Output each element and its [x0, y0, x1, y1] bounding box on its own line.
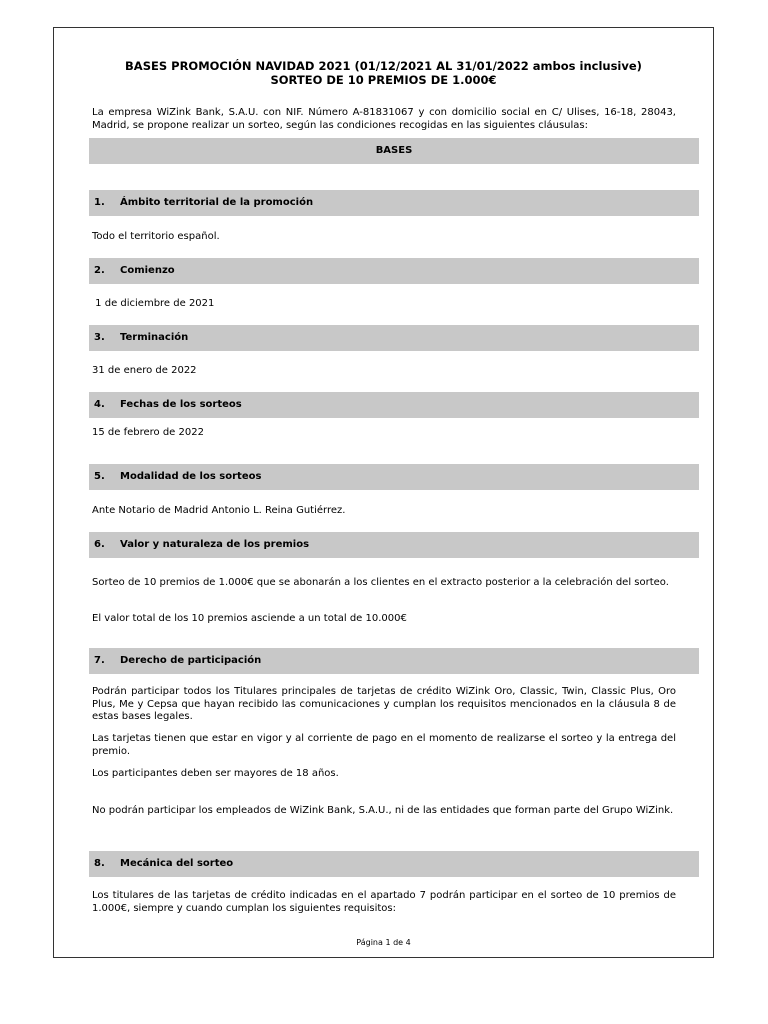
- section-paragraph: Los titulares de las tarjetas de crédito indicadas en el apartado 7 podrán participar en el sorteo de 10 premios de 1.000€, siempre y cuando cumplan los siguientes requisitos:: [92, 890, 676, 914]
- section-header: [89, 464, 699, 490]
- section-number: 1.: [94, 197, 105, 208]
- section-paragraph: 31 de enero de 2022: [92, 365, 197, 376]
- section-title: Derecho de participación: [120, 655, 262, 666]
- page-number: Página 1 de 4: [356, 938, 411, 947]
- document-title: BASES PROMOCIÓN NAVIDAD 2021 (01/12/2021 AL 31/01/2022 ambos inclusive): [125, 59, 642, 73]
- section-title: Comienzo: [120, 265, 175, 276]
- section-paragraph: Ante Notario de Madrid Antonio L. Reina Gutiérrez.: [92, 505, 346, 516]
- section-paragraph: Todo el territorio español.: [92, 231, 220, 242]
- section-number: 3.: [94, 332, 105, 343]
- page-border: [53, 27, 714, 958]
- intro-paragraph: La empresa WiZink Bank, S.A.U. con NIF. Número A-81831067 y con domicilio social en C/ Ulises, 16-18, 28043, Madrid, se propone realizar un sorteo, según las condiciones recogidas en las siguientes cláusulas:: [92, 107, 676, 131]
- section-header: [89, 532, 699, 558]
- section-header: [89, 190, 699, 216]
- section-number: 8.: [94, 858, 105, 869]
- section-paragraph: El valor total de los 10 premios asciende a un total de 10.000€: [92, 613, 407, 624]
- section-paragraph: 1 de diciembre de 2021: [92, 298, 215, 309]
- section-paragraph: Podrán participar todos los Titulares principales de tarjetas de crédito WiZink Oro, Classic, Twin, Classic Plus, Oro Plus, Me y Cepsa que hayan recibido las comunicaciones y cumplan los requisitos mencionados en la cláusula 8 de estas bases legales.: [92, 686, 676, 722]
- section-number: 6.: [94, 539, 105, 550]
- section-paragraph: No podrán participar los empleados de WiZink Bank, S.A.U., ni de las entidades que forman parte del Grupo WiZink.: [92, 805, 674, 816]
- section-title: Fechas de los sorteos: [120, 399, 242, 410]
- section-title: Terminación: [120, 332, 189, 343]
- section-paragraph: 15 de febrero de 2022: [92, 427, 204, 438]
- section-paragraph: Las tarjetas tienen que estar en vigor y al corriente de pago en el momento de realizarse el sorteo y la entrega del premio.: [92, 733, 676, 757]
- section-title: Valor y naturaleza de los premios: [120, 539, 310, 550]
- section-number: 5.: [94, 471, 105, 482]
- section-header: [89, 648, 699, 674]
- section-header: [89, 258, 699, 284]
- section-header: [89, 851, 699, 877]
- section-number: 4.: [94, 399, 105, 410]
- section-title: Mecánica del sorteo: [120, 858, 234, 869]
- bases-header: BASES: [89, 138, 699, 164]
- section-header: [89, 325, 699, 351]
- section-number: 2.: [94, 265, 105, 276]
- document-subtitle: SORTEO DE 10 PREMIOS DE 1.000€: [270, 73, 497, 87]
- section-title: Modalidad de los sorteos: [120, 471, 262, 482]
- section-header: [89, 392, 699, 418]
- section-title: Ámbito territorial de la promoción: [120, 197, 314, 208]
- section-number: 7.: [94, 655, 105, 666]
- section-paragraph: Sorteo de 10 premios de 1.000€ que se abonarán a los clientes en el extracto posterior a la celebración del sorteo.: [92, 577, 669, 588]
- section-paragraph: Los participantes deben ser mayores de 18 años.: [92, 768, 339, 779]
